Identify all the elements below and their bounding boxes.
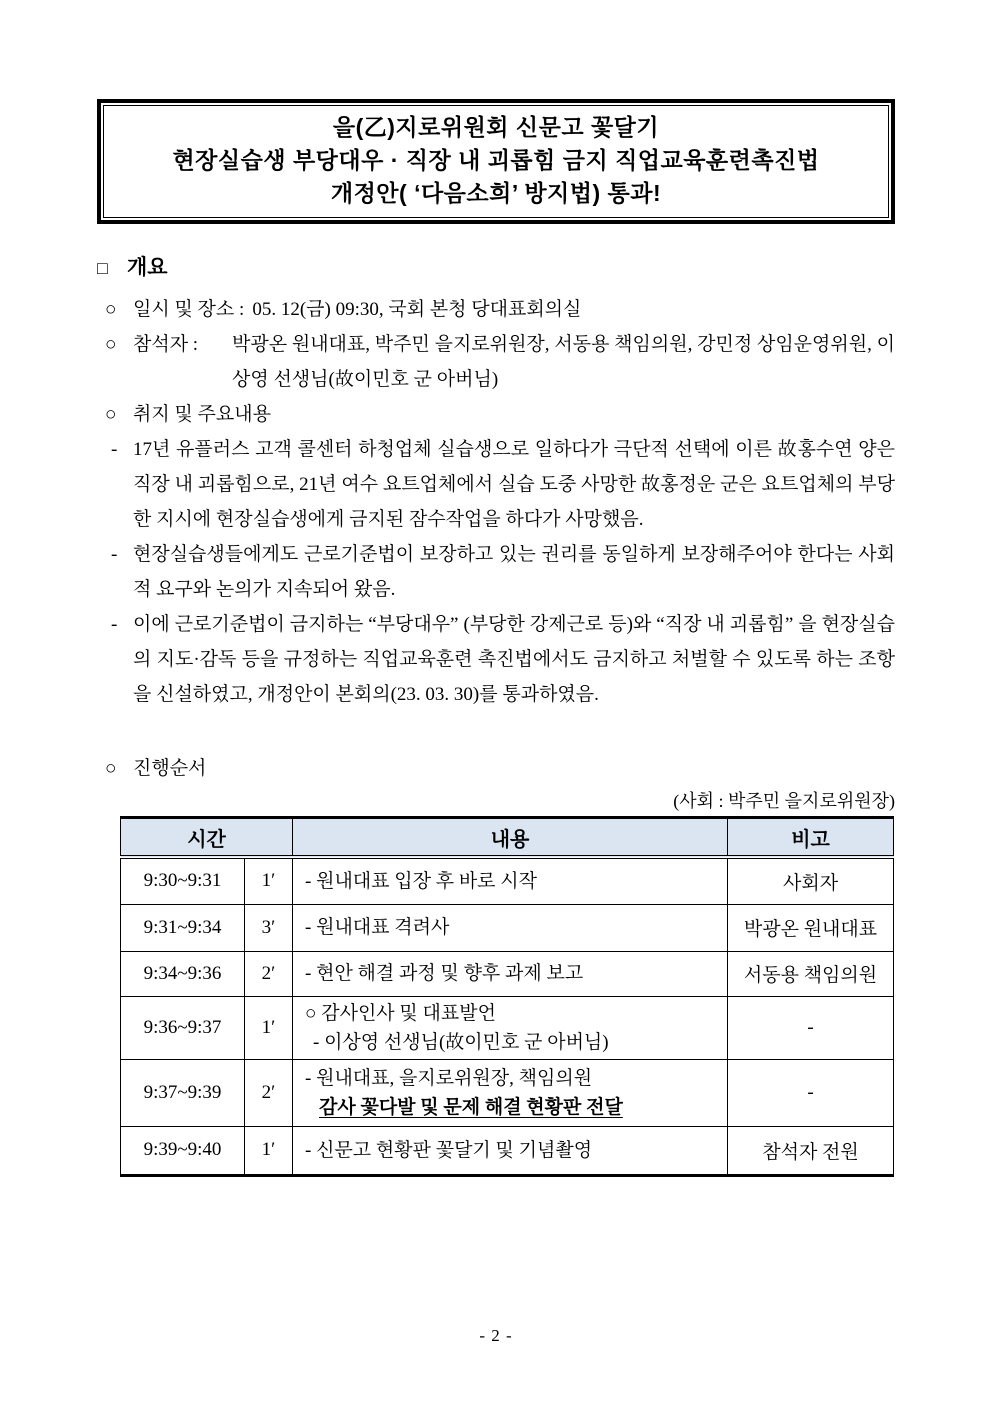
dash-bullet-icon: - — [111, 614, 118, 635]
table-row — [121, 857, 894, 904]
content-line: - 신문고 현황판 꽃달기 및 기념촬영 — [305, 1139, 593, 1161]
cell-duration: 1′ — [245, 1126, 293, 1175]
cell-content — [293, 1126, 728, 1175]
table-row — [121, 1126, 894, 1175]
document-title-box — [97, 99, 895, 224]
cell-content — [293, 904, 728, 951]
overview-heading — [97, 250, 895, 286]
content-line: - 이상영 선생님(故이민호 군 아버님) — [313, 1031, 609, 1053]
agenda-heading-label: 진행순서 — [133, 758, 207, 779]
purpose-point-3 — [111, 607, 895, 712]
purpose-heading-label: 취지 및 주요내용 — [133, 404, 271, 425]
circle-bullet-icon: ○ — [105, 299, 117, 320]
cell-time: 9:39~9:40 — [121, 1126, 245, 1175]
overview-heading-label: 개요 — [127, 256, 168, 279]
cell-remark: 서동용 책임의원 — [728, 951, 894, 996]
cell-time: 9:30~9:31 — [121, 857, 245, 904]
cell-remark: - — [728, 996, 894, 1059]
purpose-point-2-text: 현장실습생들에게도 근로기준법이 보장하고 있는 권리를 동일하게 보장해주어야 한다는 사회적 요구와 논의가 지속되어 왔음. — [133, 544, 895, 600]
datetime-value: 05. 12(금) 09:30, 국회 본청 당대표회의실 — [252, 299, 582, 320]
attendees-label: 참석자 : — [133, 334, 199, 355]
purpose-point-3-text: 이에 근로기준법이 금지하는 “부당대우” (부당한 강제근로 등)와 “직장 내 괴롭힘” 을 현장실습의 지도·감독 등을 규정하는 직업교육훈련 촉진법에서도 금지하고 처벌할 수 있도록 하는 조항을 신설하였고, 개정안이 본회의(23. 03. 30)를 통과하였음. — [133, 614, 895, 705]
table-row — [121, 904, 894, 951]
cell-content — [293, 1059, 728, 1126]
table-row — [121, 951, 894, 996]
attendees-value: 박광온 원내대표, 박주민 을지로위원장, 서동용 책임의원, 강민정 상임운영위원, 이상영 선생님(故이민호 군 아버님) — [232, 334, 895, 390]
cell-content — [293, 996, 728, 1059]
content-line: - 원내대표 격려사 — [305, 917, 450, 938]
content-line: ○ 감사인사 및 대표발언 — [305, 1002, 496, 1024]
cell-content — [293, 857, 728, 904]
agenda-table-header-row — [121, 818, 894, 858]
cell-remark: 참석자 전원 — [728, 1126, 894, 1175]
agenda-heading-line — [105, 751, 895, 786]
content-line: - 원내대표 입장 후 바로 시작 — [305, 870, 537, 892]
agenda-section — [97, 751, 895, 1177]
cell-duration: 3′ — [245, 904, 293, 951]
purpose-point-2 — [111, 537, 895, 607]
cell-remark: 박광온 원내대표 — [728, 904, 894, 951]
cell-duration: 2′ — [245, 951, 293, 996]
title-line-3: 개정안( ‘다음소희’ 방지법) 통과! — [330, 180, 662, 206]
table-row — [121, 996, 894, 1059]
cell-content — [293, 951, 728, 996]
purpose-point-1 — [111, 432, 895, 537]
agenda-table — [120, 816, 894, 1177]
cell-time: 9:31~9:34 — [121, 904, 245, 951]
page-number: - 2 - — [479, 1326, 513, 1345]
cell-time: 9:37~9:39 — [121, 1059, 245, 1126]
cell-duration: 1′ — [245, 996, 293, 1059]
attendees-line — [105, 327, 895, 397]
content-line-emphasis: 감사 꽃다발 및 문제 해결 현황판 전달 — [319, 1096, 623, 1118]
title-line-2: 현장실습생 부당대우 · 직장 내 괴롭힘 금지 직업교육훈련촉진법 — [172, 147, 820, 173]
cell-remark: - — [728, 1059, 894, 1126]
circle-bullet-icon: ○ — [105, 758, 117, 779]
column-header-time: 시간 — [121, 818, 293, 858]
title-line-1: 을(乙)지로위원회 신문고 꽃달기 — [332, 114, 660, 140]
datetime-label: 일시 및 장소 : — [133, 299, 245, 320]
circle-bullet-icon: ○ — [105, 404, 117, 425]
dash-bullet-icon: - — [111, 439, 118, 460]
cell-duration: 1′ — [245, 857, 293, 904]
square-bullet-icon: □ — [97, 258, 108, 278]
datetime-line — [105, 292, 895, 327]
column-header-content: 내용 — [293, 818, 728, 858]
content-line: - 원내대표, 을지로위원장, 책임의원 — [305, 1067, 593, 1089]
cell-remark: 사회자 — [728, 857, 894, 904]
host-note: (사회 : 박주민 을지로위원장) — [673, 791, 895, 811]
purpose-heading-line — [105, 397, 895, 432]
cell-duration: 2′ — [245, 1059, 293, 1126]
cell-time: 9:36~9:37 — [121, 996, 245, 1059]
dash-bullet-icon: - — [111, 544, 118, 565]
cell-time: 9:34~9:36 — [121, 951, 245, 996]
purpose-point-1-text: 17년 유플러스 고객 콜센터 하청업체 실습생으로 일하다가 극단적 선택에 이른 故홍수연 양은 직장 내 괴롭힘으로, 21년 여수 요트업체에서 실습 도중 사망한 故홍정운 군은 요트업체의 부당한 지시에 현장실습생에게 금지된 잠수작업을 하다가 사망했음. — [133, 439, 895, 530]
overview-section — [97, 250, 895, 712]
table-row — [121, 1059, 894, 1126]
circle-bullet-icon: ○ — [105, 334, 117, 355]
document-title-inner — [103, 105, 889, 218]
column-header-remark: 비고 — [728, 818, 894, 858]
content-line: - 현안 해결 과정 및 향후 과제 보고 — [305, 963, 584, 984]
